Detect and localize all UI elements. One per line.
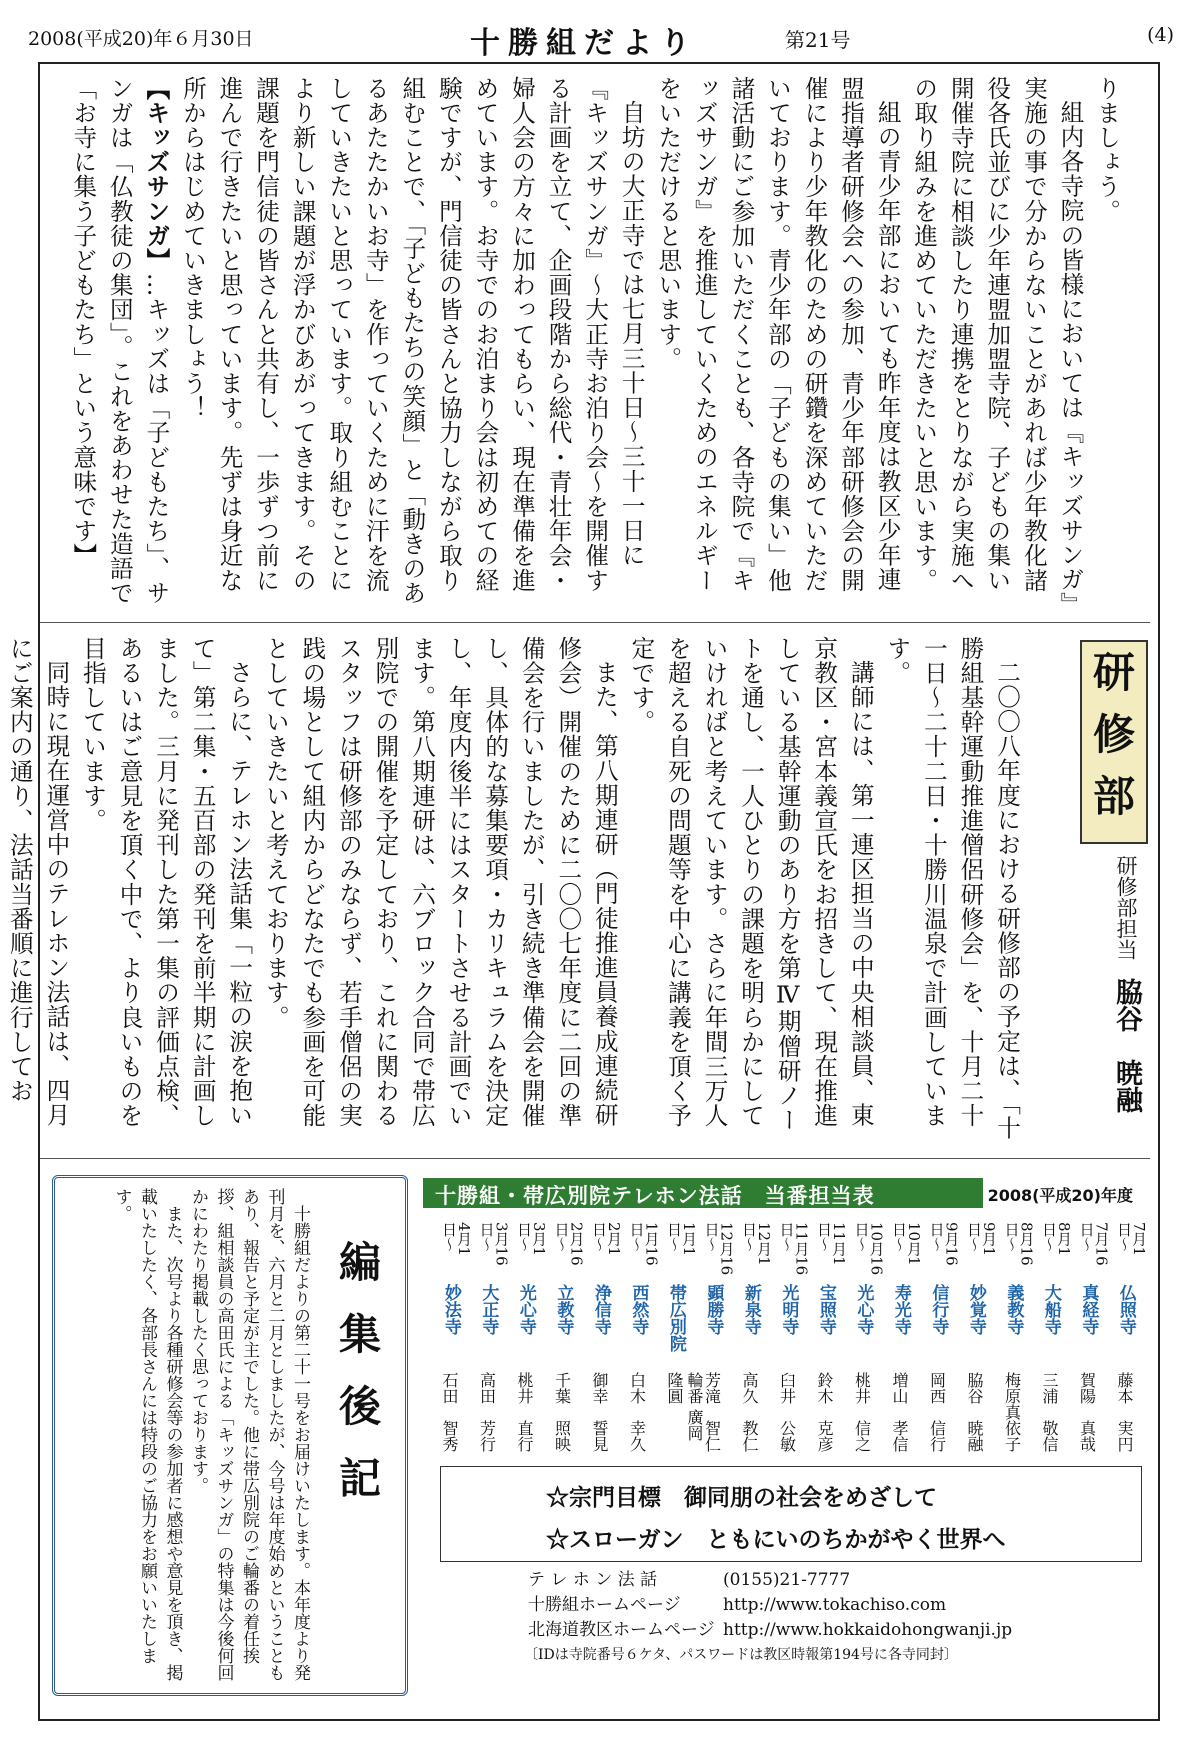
- schedule-date: 12月1日〜: [740, 1222, 773, 1266]
- schedule-column: [1037, 1222, 1073, 1452]
- schedule-column: [775, 1222, 811, 1452]
- schedule-person: 臼井 公敏: [777, 1372, 797, 1452]
- kenshu-title-char: 研: [1092, 648, 1135, 697]
- schedule-person: 白木 幸久: [627, 1372, 647, 1452]
- schedule-column: [737, 1222, 773, 1452]
- schedule-date: 3月16日〜: [477, 1222, 511, 1266]
- kenshu-title-char: 部: [1092, 772, 1135, 821]
- article-paragraph: 組内各寺院の皆様においては『キッズサンガ』実施の事で分からないことがあれば少年教化諸役各氏並びに少年連盟加盟寺院、子どもの集い開催寺院に相談したり連携をとりながら実施への取り組みを進めていただきたいと思います。: [910, 76, 1085, 605]
- schedule-date: 12月16日〜: [702, 1222, 736, 1276]
- editor-note-body: [62, 1188, 312, 1683]
- schedule-person: 梅原真依子: [1002, 1372, 1022, 1452]
- schedule-temple: 真経寺: [1078, 1284, 1099, 1335]
- schedule-person: 増山 孝信: [890, 1372, 909, 1452]
- schedule-column: [1112, 1222, 1148, 1452]
- kenshu-author: [1085, 855, 1145, 1155]
- schedule-date: 9月1日〜: [965, 1222, 998, 1257]
- schedule-person: 芳滝 智仁: [702, 1372, 722, 1452]
- contact-info: [524, 1568, 1148, 1668]
- schedule-temple: 西然寺: [628, 1284, 649, 1335]
- motto-slogan: ☆スローガン ともにいのちかがやく世界へ: [546, 1526, 1006, 1553]
- schedule-person: 三浦 敬信: [1040, 1372, 1059, 1452]
- schedule-date: 1月16日〜: [627, 1222, 661, 1266]
- section-divider: [40, 1158, 1150, 1159]
- schedule-person: 高田 芳行: [477, 1372, 497, 1452]
- schedule-temple: 義教寺: [1003, 1284, 1024, 1335]
- kenshu-title-char: 修: [1092, 710, 1135, 759]
- definition-keyword: 【キッズサンガ】: [142, 76, 171, 273]
- schedule-column: [1000, 1222, 1036, 1452]
- schedule-temple: 帯広別院: [665, 1284, 686, 1352]
- schedule-person: 脇谷 暁融: [965, 1372, 984, 1452]
- page-header: [0, 18, 1200, 64]
- article-paragraph: 自坊の大正寺では七月三十日〜三十一日に『キッズサンガ』〜大正寺お泊り会〜を開催する計画を立て、企画段階から総代・青壮年会・婦人会の方々に加わってもらい、現在準備を進めています。お寺でのお泊まり会は初めての経験ですが、門信徒の皆さんと協力しながら取り組むことで、「子どもたちの笑顔」と「動きのあるあたたかいお寺」を作っていくために汗を流していきたいと思っています。取り組むことにより新しい課題が浮かびあがってきます。その課題を門信徒の皆さんと共有し、一歩ずつ前に進んで行きたいと思っています。先ずは身近な所からはじめていきましょう！: [178, 76, 646, 606]
- schedule-column: [812, 1222, 848, 1452]
- schedule-temple: 光心寺: [853, 1284, 874, 1335]
- schedule-temple: 信行寺: [928, 1284, 949, 1335]
- telephone-schedule-table: [425, 1222, 1150, 1458]
- schedule-temple: 宝照寺: [815, 1284, 836, 1335]
- contact-label: 北海道教区ホームページ: [528, 1620, 715, 1640]
- schedule-person: 高久 教仁: [740, 1372, 759, 1452]
- contact-url-link[interactable]: http://www.tokachiso.com: [723, 1595, 947, 1615]
- schedule-date: 1月1日〜: [665, 1222, 698, 1257]
- schedule-date: 7月1日〜: [1115, 1222, 1148, 1257]
- schedule-column: [550, 1222, 586, 1452]
- schedule-column: [1075, 1222, 1111, 1452]
- schedule-date: 2月16日〜: [552, 1222, 586, 1266]
- schedule-date: 8月1日〜: [1040, 1222, 1073, 1257]
- contact-row: [528, 1618, 1148, 1643]
- article-paragraph: 組の青少年部においても昨年度は教区少年連盟指導者研修会への参加、青少年部研修会の開催により少年教化のための研鑽を深めていただいております。青少年部の「子どもの集い」他諸活動にご参加いただくことも、各寺院で『キッズサンガ』を推進していくためのエネルギーをいただけると思います。: [654, 76, 902, 593]
- contact-label: 十勝組ホームページ: [528, 1595, 681, 1615]
- schedule-column: [850, 1222, 886, 1452]
- article-paragraph: 同時に現在運営中のテレホン法話は、四月にご案内の通り、法話当番順に進行してお: [5, 636, 71, 1127]
- kids-sangha-definition: [65, 76, 175, 606]
- contact-note: 〔IDは寺院番号６ケタ、パスワードは教区時報第194号に各寺同封〕: [524, 1647, 958, 1663]
- motto-box: [440, 1466, 1142, 1562]
- schedule-year: 2008(平成20)年度: [987, 1186, 1133, 1205]
- schedule-column: [587, 1222, 623, 1452]
- page-number: (4): [1147, 24, 1174, 46]
- article-paragraph: 講師には、第一連区担当の中央相談員、東京教区・宮本義宣氏をお招きして、現在推進している基幹運動のあり方を第Ⅳ期僧研ノートを通し、一人ひとりの課題を明らかにしていければと考えています。さらに年間三万人を超える自死の問題等を中心に講義を頂く予定です。: [627, 636, 875, 1133]
- schedule-column: [700, 1222, 736, 1452]
- schedule-person: 鈴木 克彦: [815, 1372, 834, 1452]
- contact-row: [528, 1568, 1148, 1593]
- schedule-column: [625, 1222, 661, 1452]
- schedule-person: 桃井 信之: [852, 1372, 872, 1452]
- schedule-person: 御幸 誓見: [590, 1372, 609, 1452]
- schedule-temple: 寿光寺: [890, 1284, 911, 1335]
- schedule-temple: 妙法寺: [440, 1284, 461, 1335]
- schedule-temple: 仏照寺: [1115, 1284, 1136, 1335]
- schedule-column: [475, 1222, 511, 1452]
- schedule-column: [887, 1222, 923, 1452]
- schedule-temple: 光心寺: [515, 1284, 536, 1335]
- schedule-temple: 顕勝寺: [703, 1284, 724, 1335]
- kids-sangha-article: [40, 76, 1125, 606]
- article-paragraph: また、第八期連研（門徒推進員養成連続研修会）開催のために二〇〇七年度に二回の準備会を行いましたが、引き続き準備会を開催し、具体的な募集要項・カリキュラムを決定し、年度内後半にはスタートさせる計画でいます。第八期連研は、六ブロック合同で帯広別院での開催を予定しており、これに関わるスタッフは研修部のみならず、若手僧侶の実践の場として組内からどなたでも参画を可能としていきたいと考えております。: [261, 636, 619, 1128]
- schedule-column: [662, 1222, 704, 1458]
- contact-phone: (0155)21-7777: [723, 1570, 851, 1590]
- telephone-schedule-header: [423, 1178, 1153, 1208]
- author-role: 研修部担当: [1114, 855, 1138, 960]
- editor-paragraph: また、次号より各種研修会等の参加者に感想や意見を頂き、掲載いたしたく、各部長さんには特段のご協力をお願いいたします。: [111, 1188, 183, 1681]
- schedule-person: 藤本 実円: [1115, 1372, 1134, 1452]
- article-paragraph: りましょう。: [1093, 76, 1121, 224]
- schedule-person: 岡西 信行: [927, 1372, 947, 1452]
- schedule-temple: 光明寺: [778, 1284, 799, 1335]
- schedule-temple: 大正寺: [478, 1284, 499, 1335]
- kenshu-section-title: [1080, 640, 1148, 844]
- kenshu-article: [5, 636, 1025, 1142]
- motto-goal: ☆宗門目標 御同朋の社会をめざして: [546, 1484, 937, 1511]
- schedule-column: [437, 1222, 473, 1452]
- schedule-date: 9月16日〜: [927, 1222, 961, 1266]
- issue-date: 2008(平成20)年６月30日: [28, 28, 254, 50]
- schedule-temple: 新泉寺: [740, 1284, 761, 1335]
- schedule-person: 石田 智秀: [440, 1372, 459, 1452]
- contact-label: テ レ ホ ン 法 話: [528, 1570, 658, 1590]
- newsletter-title: 十勝組だより: [470, 26, 698, 61]
- editor-note-title: 編集後記: [333, 1240, 382, 1528]
- schedule-person: 桃井 直行: [515, 1372, 534, 1452]
- schedule-column: [925, 1222, 961, 1452]
- contact-url-link[interactable]: http://www.hokkaidohongwanji.jp: [723, 1620, 1013, 1640]
- schedule-date: 10月1日〜: [890, 1222, 923, 1266]
- schedule-date: 2月1日〜: [590, 1222, 623, 1257]
- editor-paragraph: 十勝組だよりの第二十一号をお届けいたします。本年度より発刊月を、六月と二月としましたが、今号は年度始めということもあり、報告と予定が主でした。他に帯広別院のご輪番の着任挨拶、組相談員の高田氏による「キッズサンガ」の特集は今後何回かにわたり掲載したく思っております。: [188, 1188, 310, 1681]
- schedule-date: 4月1日〜: [440, 1222, 473, 1257]
- schedule-temple: 妙覚寺: [965, 1284, 986, 1335]
- author-name: 脇谷 暁融: [1111, 978, 1142, 1113]
- schedule-date: 3月1日〜: [515, 1222, 548, 1257]
- contact-row: [528, 1593, 1148, 1618]
- section-divider: [40, 622, 1150, 623]
- schedule-temple: 大船寺: [1040, 1284, 1061, 1335]
- schedule-temple: 立教寺: [553, 1284, 574, 1335]
- issue-number: 第21号: [785, 28, 851, 52]
- schedule-date: 11月1日〜: [815, 1222, 848, 1266]
- schedule-date: 7月16日〜: [1077, 1222, 1111, 1266]
- schedule-title: 十勝組・帯広別院テレホン法話 当番担当表: [435, 1184, 875, 1208]
- article-paragraph: 二〇〇八年度における研修部の予定は、「十勝組基幹運動推進僧侶研修会」を、十月二十一日〜二十二日・十勝川温泉で計画しています。: [883, 636, 1021, 1140]
- schedule-column: [962, 1222, 998, 1452]
- schedule-person: 賀陽 真哉: [1077, 1372, 1097, 1452]
- definition-text: …キッズは「子どもたち」、サンガは「仏教徒の集団」。これをあわせた造語で「お寺に集う子どもたち」という意味です】: [69, 76, 171, 606]
- article-paragraph: さらに、テレホン法話集「一粒の涙を抱いて」第二集・五百部の発刊を前半期に計画しました。三月に発刊した第一集の評価点検、あるいはご意見を頂く中で、より良いものを目指しています。: [78, 636, 254, 1128]
- schedule-column: [512, 1222, 548, 1452]
- schedule-temple: 浄信寺: [590, 1284, 611, 1335]
- schedule-person: 輪番 廣岡 隆圓: [665, 1372, 704, 1458]
- schedule-person: 千葉 照映: [552, 1372, 572, 1452]
- schedule-date: 11月16日〜: [777, 1222, 811, 1276]
- schedule-date: 10月16日〜: [852, 1222, 886, 1276]
- schedule-date: 8月16日〜: [1002, 1222, 1036, 1266]
